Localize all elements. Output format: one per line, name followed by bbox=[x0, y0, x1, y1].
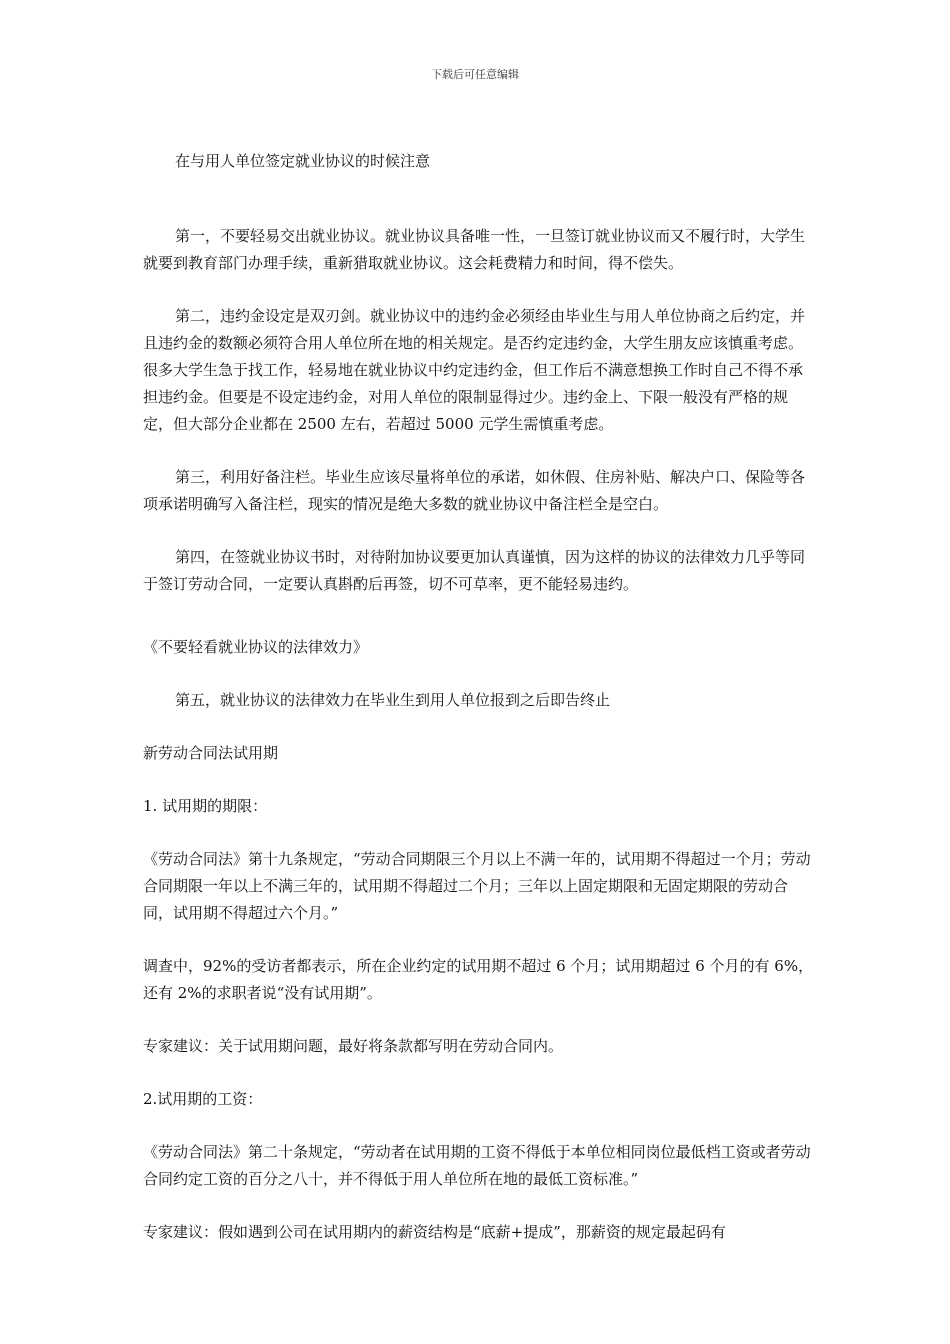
paragraph-1: 第一，不要轻易交出就业协议。就业协议具备唯一性，一旦签订就业协议而又不履行时，大学生就要到教育部门办理手续，重新猎取就业协议。这会耗费精力和时间，得不偿失。 bbox=[143, 227, 806, 272]
item-1-law: 《劳动合同法》第十九条规定，“劳动合同期限三个月以上不满一年的，试用期不得超过一个月；劳动合同期限一年以上不满三年的，试用期不得超过二个月；三年以上固定期限和无固定期限的劳动合同，试用期不得超过六个月。” bbox=[143, 850, 811, 922]
section-title: 《不要轻看就业协议的法律效力》 bbox=[143, 638, 369, 656]
document-body bbox=[143, 148, 815, 1246]
paragraph-2: 第二，违约金设定是双刃剑。就业协议中的违约金必须经由毕业生与用人单位协商之后约定，并且违约金的数额必须符合用人单位所在地的相关规定。是否约定违约金，大学生朋友应该慎重考虑。很多大学生急于找工作，轻易地在就业协议中约定违约金，但工作后不满意想换工作时自己不得不承担违约金。但要是不设定违约金，对用人单位的限制显得过少。违约金上、下限一般没有严格的规定，但大部分企业都在 2500 左右，若超过 5000 元学生需慎重考虑。 bbox=[143, 307, 806, 433]
item-1-advice: 专家建议：关于试用期问题，最好将条款都写明在劳动合同内。 bbox=[143, 1037, 564, 1055]
item-2-advice: 专家建议：假如遇到公司在试用期内的薪资结构是“底薪+提成”，那薪资的规定最起码有 bbox=[143, 1223, 726, 1241]
item-1-survey: 调查中，92%的受访者都表示，所在企业约定的试用期不超过 6 个月；试用期超过 6 个月的有 6%，还有 2%的求职者说“没有试用期”。 bbox=[143, 957, 814, 1002]
paragraph-5: 第五，就业协议的法律效力在毕业生到用人单位报到之后即告终止 bbox=[175, 691, 611, 709]
page-header-note: 下载后可任意编辑 bbox=[431, 68, 519, 81]
item-1-title: 1. 试用期的期限： bbox=[143, 797, 268, 815]
item-2-law: 《劳动合同法》第二十条规定，“劳动者在试用期的工资不得低于本单位相同岗位最低档工资或者劳动合同约定工资的百分之八十，并不得低于用人单位所在地的最低工资标准。” bbox=[143, 1143, 811, 1188]
paragraph-4: 第四，在签就业协议书时，对待附加协议要更加认真谨慎，因为这样的协议的法律效力几乎等同于签订劳动合同，一定要认真斟酌后再签，切不可草率，更不能轻易违约。 bbox=[143, 548, 806, 593]
paragraph-3: 第三，利用好备注栏。毕业生应该尽量将单位的承诺，如休假、住房补贴、解决户口、保险等各项承诺明确写入备注栏，现实的情况是绝大多数的就业协议中备注栏全是空白。 bbox=[143, 468, 806, 513]
subheading: 新劳动合同法试用期 bbox=[143, 744, 279, 762]
document-title: 在与用人单位签定就业协议的时候注意 bbox=[175, 152, 431, 170]
item-2-title: 2.试用期的工资： bbox=[143, 1090, 263, 1108]
